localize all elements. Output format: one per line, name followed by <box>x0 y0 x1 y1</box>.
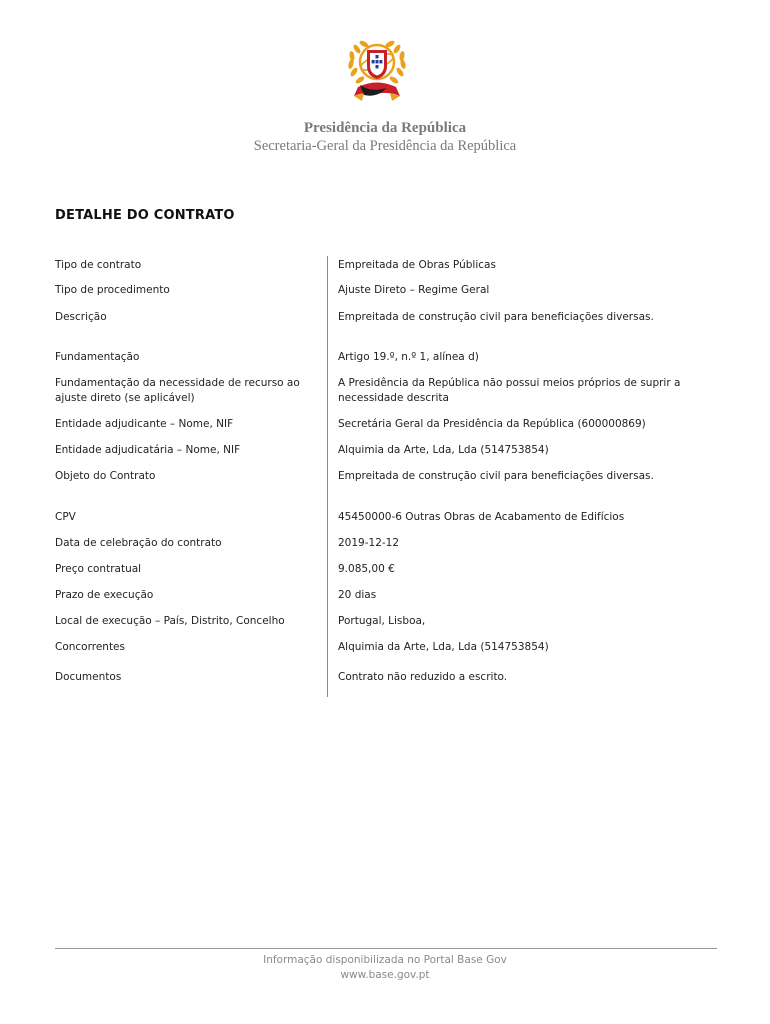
field-label: Entidade adjudicatária – Nome, NIF <box>55 444 241 456</box>
field-value: Empreitada de Obras Públicas <box>338 259 496 271</box>
footer-info: Informação disponibilizada no Portal Base Gov <box>263 954 507 966</box>
field-value: Alquimia da Arte, Lda, Lda (514753854) <box>338 444 549 456</box>
footer-divider <box>55 948 717 949</box>
field-value: Ajuste Direto – Regime Geral <box>338 284 490 296</box>
organization-subtitle: Secretaria-Geral da Presidência da República <box>253 138 517 154</box>
field-value: Empreitada de construção civil para beneficiações diversas. <box>338 311 654 323</box>
field-value: 20 dias <box>338 589 377 601</box>
field-label: Tipo de contrato <box>55 259 142 271</box>
field-value: 2019-12-12 <box>338 537 400 549</box>
field-value: A Presidência da República não possui meios próprios de suprir a necessidade descrita <box>338 377 681 404</box>
field-value: Secretária Geral da Presidência da República (600000869) <box>338 418 646 430</box>
field-label: Fundamentação <box>55 351 140 363</box>
field-label: Descrição <box>55 311 107 323</box>
field-value: 45450000-6 Outras Obras de Acabamento de Edifícios <box>338 511 625 523</box>
field-label: Documentos <box>55 671 122 683</box>
field-value: Empreitada de construção civil para beneficiações diversas. <box>338 470 654 482</box>
field-label: Fundamentação da necessidade de recurso ao ajuste direto (se aplicável) <box>55 377 300 404</box>
footer-website: www.base.gov.pt <box>340 969 430 981</box>
field-value: Artigo 19.º, n.º 1, alínea d) <box>338 351 479 363</box>
field-label: Concorrentes <box>55 641 125 653</box>
field-label: Objeto do Contrato <box>55 470 156 482</box>
document-title: DETALHE DO CONTRATO <box>55 208 235 223</box>
organization-title: Presidência da República <box>303 120 467 136</box>
field-label: Data de celebração do contrato <box>55 537 222 549</box>
field-label: Preço contratual <box>55 563 142 575</box>
field-value: Contrato não reduzido a escrito. <box>338 671 508 683</box>
field-value: Alquimia da Arte, Lda, Lda (514753854) <box>338 641 549 653</box>
field-label: Entidade adjudicante – Nome, NIF <box>55 418 234 430</box>
field-label: CPV <box>55 511 76 523</box>
field-label: Prazo de execução <box>55 589 154 601</box>
field-label: Tipo de procedimento <box>55 284 170 296</box>
field-label: Local de execução – País, Distrito, Concelho <box>55 615 285 627</box>
column-divider <box>327 256 328 697</box>
field-value: Portugal, Lisboa, <box>338 615 426 627</box>
coat-of-arms-emblem <box>342 38 412 104</box>
field-value: 9.085,00 € <box>338 563 395 575</box>
